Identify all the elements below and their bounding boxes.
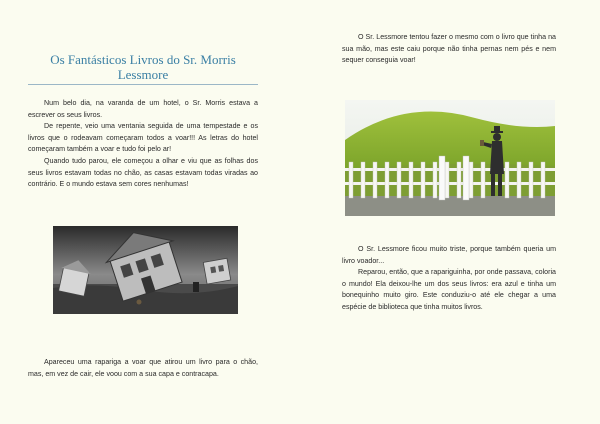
story-text-block-2 xyxy=(28,357,258,380)
page-title: Os Fantásticos Livros do Sr. Morris Lessmore xyxy=(50,52,236,82)
story-paragraph: O Sr. Lessmore ficou muito triste, porque também queria um livro voador... xyxy=(342,245,556,265)
story-paragraph: De repente, veio uma ventania seguida de uma tempestade e os livros que o rodeavam começaram todos a voar!!! As letras do hotel começaram também a voar e tudo foi pelo ar! xyxy=(28,122,258,154)
title-divider xyxy=(28,84,258,85)
story-text-block-4 xyxy=(342,244,556,314)
storm-house-illustration xyxy=(53,226,238,314)
hill-fence-illustration xyxy=(345,100,555,216)
story-paragraph: Apareceu uma rapariga a voar que atirou um livro para o chão, mas, em vez de cair, ele voou com a sua capa e contracapa. xyxy=(28,358,258,378)
story-text-block-3 xyxy=(342,32,556,67)
story-paragraph: Reparou, então, que a rapariguinha, por onde passava, coloria o mundo! Ela deixou-lhe um dos seus livros: era azul e tinha um bonequinho muito giro. Este conduziu-o até ele chegar a uma espécie de biblioteca que tinha muitos livros. xyxy=(342,268,556,311)
story-text-block-1 xyxy=(28,98,258,191)
story-paragraph: Quando tudo parou, ele começou a olhar e viu que as folhas dos seus livros estavam todas no chão, as casas estavam todas viradas ao contrário. E o mundo estava sem cores nenhumas! xyxy=(28,156,258,189)
story-paragraph: Num belo dia, na varanda de um hotel, o Sr. Morris estava a escrever os seus livros. xyxy=(28,99,258,119)
story-paragraph: O Sr. Lessmore tentou fazer o mesmo com o livro que tinha na sua mão, mas este caiu porque não tinha pernas nem pés e nem sequer conseguia voar! xyxy=(342,33,556,65)
